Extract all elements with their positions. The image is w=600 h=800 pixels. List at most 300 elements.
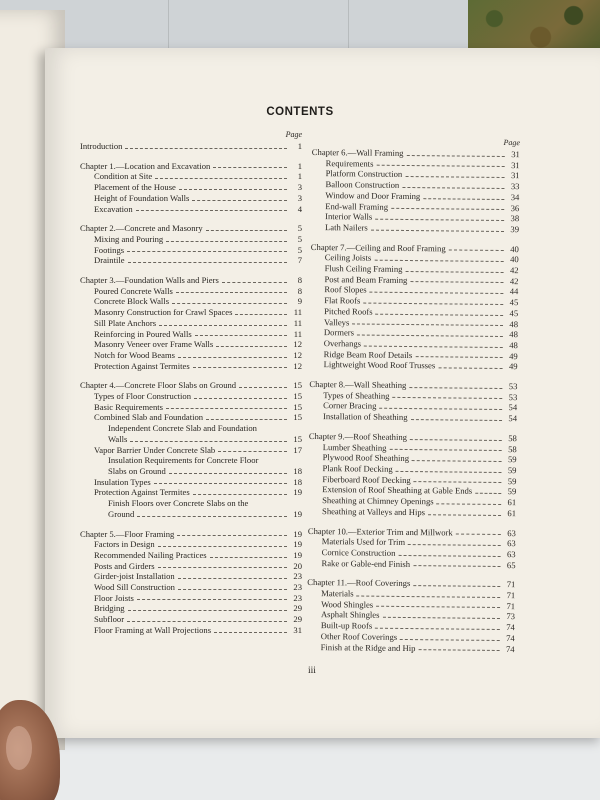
toc-entry-row (80, 539, 302, 550)
toc-entry-title: Finish at the Ridge and Hip (320, 641, 416, 653)
toc-entry-title: Poured Concrete Walls (94, 285, 173, 296)
toc-page-number: 19 (293, 549, 302, 560)
toc-entry-title: Excavation (94, 203, 133, 214)
dot-leader (406, 155, 504, 157)
dot-leader (128, 610, 287, 611)
toc-entry-row (80, 603, 302, 614)
page-column-header: Page (503, 138, 520, 148)
toc-page-number: 5 (297, 223, 302, 234)
toc-entry-row (80, 434, 302, 445)
toc-entry-title: Plank Roof Decking (322, 463, 393, 474)
toc-entry-title: Chapter 1.—Location and Excavation (80, 160, 211, 171)
dot-leader (192, 200, 287, 201)
dot-leader (379, 408, 502, 410)
toc-entry-title: Insulation Types (94, 476, 151, 487)
dot-leader (389, 449, 501, 451)
toc-chapter-row (80, 161, 302, 172)
toc-page-number: 8 (297, 285, 302, 296)
toc-entry-title: Recommended Nailing Practices (94, 549, 207, 560)
toc-page-number: 12 (293, 339, 302, 350)
toc-page-number: 5 (297, 244, 302, 255)
toc-page-number: 48 (509, 340, 518, 351)
toc-entry-title: Chapter 8.—Wall Sheathing (309, 379, 407, 391)
toc-entry-title: Roof Slopes (324, 284, 367, 296)
dot-leader (449, 250, 504, 252)
dot-leader (415, 356, 502, 358)
page-number: iii (308, 666, 316, 676)
toc-entry-title: Plywood Roof Sheathing (322, 452, 410, 464)
toc-entry-title: Height of Foundation Walls (94, 192, 190, 203)
toc-entry-title: Floor Joists (94, 592, 134, 603)
toc-page-number: 58 (508, 443, 517, 454)
toc-entry-row (80, 412, 302, 423)
toc-entry-title: Lumber Sheathing (322, 441, 387, 453)
toc-page-number: 19 (293, 539, 302, 550)
dot-leader (218, 451, 287, 452)
toc-page-number: 42 (509, 275, 519, 286)
toc-entry-row (80, 550, 302, 561)
dot-leader (222, 282, 287, 283)
toc-entry-row (80, 286, 302, 297)
toc-entry-title: Masonry Veneer over Frame Walls (94, 339, 214, 350)
toc-page-number: 53 (508, 381, 518, 392)
dot-leader (376, 313, 504, 315)
dot-leader (382, 617, 500, 619)
toc-entry-row (80, 582, 302, 593)
toc-page-number: 19 (293, 487, 302, 498)
toc-page-number: 15 (293, 391, 302, 402)
toc-page-number: 31 (293, 624, 302, 635)
toc-entry-title: Post and Beam Framing (324, 273, 408, 285)
toc-entry-title: Concrete Block Walls (94, 296, 170, 307)
dot-leader (392, 397, 502, 399)
dot-leader (410, 281, 503, 283)
dot-leader (178, 357, 287, 358)
dot-leader (125, 148, 287, 149)
toc-page-number: 36 (510, 202, 520, 213)
toc-entry-title: Pitched Roofs (324, 305, 373, 317)
toc-entry-title: Basic Requirements (94, 401, 163, 412)
toc-entry-row (80, 296, 302, 307)
toc-entry-title: Chapter 10.—Exterior Trim and Millwork (307, 525, 453, 537)
toc-entry-title: Rake or Gable-end Finish (321, 557, 411, 569)
toc-entry-title: Masonry Construction for Crawl Spaces (94, 307, 233, 318)
toc-page-number: 49 (509, 350, 518, 361)
toc-entry-title: Girder-joist Installation (94, 571, 175, 582)
toc-entry-row (80, 402, 302, 413)
toc-entry-row (307, 642, 515, 655)
toc-entry-title: Wood Sill Construction (94, 582, 175, 593)
toc-entry-title: Slabs on Ground (108, 465, 166, 476)
dot-leader (412, 460, 502, 462)
toc-entry-title: Chapter 7.—Ceiling and Roof Framing (310, 241, 446, 254)
toc-page-number: 9 (297, 296, 302, 307)
dot-leader (375, 219, 504, 221)
toc-entry-title: Cornice Construction (321, 547, 396, 558)
toc-page-number: 59 (507, 465, 517, 476)
toc-page-number: 61 (507, 497, 517, 508)
section-gap (80, 152, 302, 161)
toc-page-number: 19 (293, 528, 302, 539)
toc-page-number: 42 (509, 265, 519, 276)
toc-page-number: 1 (297, 171, 302, 182)
toc-chapter-row (80, 223, 302, 234)
toc-entry-row (80, 509, 302, 520)
toc-page-number: 31 (511, 149, 520, 160)
toc-page-number: 49 (508, 361, 518, 372)
toc-entry-row (80, 245, 302, 256)
toc-entry-text-continued: Finish Floors over Concrete Slabs on the (108, 498, 249, 509)
toc-entry-text-continued: Independent Concrete Slab and Foundation (108, 423, 257, 434)
toc-page-number: 1 (297, 160, 302, 171)
toc-page-number: 71 (506, 579, 516, 590)
toc-page-number: 40 (510, 243, 519, 254)
dot-leader (363, 302, 503, 304)
toc-page-number: 8 (297, 275, 302, 286)
dot-leader (193, 494, 287, 495)
page-column-header: Page (285, 130, 302, 139)
dot-leader (166, 408, 287, 409)
dot-leader (396, 471, 502, 473)
toc-chapter-row (80, 141, 302, 152)
toc-page-number: 38 (510, 213, 520, 224)
dot-leader (408, 544, 501, 546)
toc-entry-title: Protection Against Termites (94, 360, 190, 371)
toc-page-number: 39 (510, 224, 520, 235)
toc-entry-title: Lath Nailers (324, 222, 368, 233)
dot-leader (206, 419, 287, 420)
dot-leader (423, 198, 504, 200)
toc-chapter-row (80, 380, 302, 391)
toc-page-number: 59 (507, 475, 517, 486)
toc-page-number: 53 (508, 391, 518, 402)
toc-entry-title: Window and Door Framing (325, 189, 421, 201)
dot-leader (158, 546, 287, 547)
dot-leader (214, 632, 287, 633)
dot-leader (413, 565, 500, 567)
dot-leader (357, 334, 503, 337)
toc-page-number: 29 (293, 614, 302, 625)
toc-page-number: 18 (293, 465, 302, 476)
toc-page-number: 61 (507, 507, 517, 518)
toc-page-number: 31 (510, 170, 520, 181)
dot-leader (194, 398, 287, 399)
toc-entry-title: Types of Floor Construction (94, 391, 192, 402)
toc-page-number: 11 (293, 307, 302, 318)
section-gap (80, 266, 302, 275)
toc-entry-title: Footings (94, 244, 125, 255)
toc-entry-title: Flush Ceiling Framing (324, 263, 403, 274)
toc-page-number: 23 (293, 571, 302, 582)
toc-entry-title: Protection Against Termites (94, 487, 190, 498)
toc-entry-row (310, 359, 518, 372)
toc-entry-title: Placement of the House (94, 182, 176, 193)
toc-entry-row (80, 593, 302, 604)
dot-leader (159, 325, 287, 326)
toc-page-number: 20 (293, 560, 302, 571)
dot-leader (398, 555, 500, 557)
toc-page-number: 45 (509, 307, 519, 319)
toc-entry-title: Chapter 2.—Concrete and Masonry (80, 223, 203, 234)
toc-page-number: 29 (293, 603, 302, 614)
toc-page-number: 73 (506, 611, 516, 622)
toc-entry-row (80, 391, 302, 402)
dot-leader (413, 585, 500, 587)
toc-entry-title: Built-up Roofs (320, 620, 373, 631)
toc-entry-title: Condition at Site (94, 171, 153, 182)
dot-leader (438, 367, 502, 369)
toc-page-number: 65 (506, 559, 516, 570)
toc-page-number: 63 (506, 548, 516, 560)
dot-leader (206, 230, 287, 231)
dot-leader (374, 260, 503, 262)
dot-leader (127, 251, 287, 252)
toc-entry-row (80, 307, 302, 318)
toc-entry-title: Ground (108, 508, 135, 519)
toc-entry-title: Sill Plate Anchors (94, 317, 157, 328)
toc-entry-title: Balloon Construction (325, 179, 400, 191)
dot-leader (352, 324, 503, 327)
toc-entry-title: Ridge Beam Roof Details (323, 348, 413, 360)
toc-page-number: 1 (297, 141, 302, 151)
toc-page-number: 74 (506, 622, 515, 633)
toc-entry-row (308, 506, 516, 519)
toc-page-number: 15 (293, 412, 302, 423)
dot-leader (414, 481, 502, 483)
toc-page-number: 40 (510, 254, 519, 265)
toc-entry-title: Bridging (94, 603, 125, 614)
toc-page-number: 45 (509, 297, 519, 308)
toc-right-column (307, 136, 520, 654)
toc-page-number: 59 (507, 454, 517, 465)
toc-entry-row (80, 466, 302, 477)
dot-leader (195, 335, 287, 336)
toc-entry-row (80, 477, 302, 488)
toc-page-number: 48 (509, 329, 518, 340)
toc-entry-title: Materials (321, 588, 354, 599)
toc-page-number: 18 (293, 476, 302, 487)
dot-leader (172, 303, 287, 304)
toc-page-number: 58 (508, 432, 517, 444)
toc-entry-title: Interior Walls (325, 211, 373, 222)
section-gap (80, 371, 302, 380)
dot-leader (239, 387, 287, 388)
toc-entry-row (80, 329, 302, 340)
toc-entry-title: Dormers (323, 327, 355, 338)
toc-chapter-row (80, 529, 302, 540)
toc-entry-title: Chapter 3.—Foundation Walls and Piers (80, 275, 219, 286)
toc-entry-title: Overhangs (323, 338, 362, 349)
toc-entry-row (80, 204, 302, 215)
toc-entry-title: Notch for Wood Beams (94, 349, 176, 360)
dot-leader (128, 262, 287, 263)
dot-leader (410, 439, 502, 441)
dot-leader (137, 516, 287, 517)
toc-page-number: 23 (293, 592, 302, 603)
dot-leader (376, 606, 500, 608)
toc-page-number: 33 (510, 181, 520, 192)
toc-left-column (80, 130, 302, 636)
toc-page-number: 3 (297, 182, 302, 193)
toc-entry-row (80, 625, 302, 636)
toc-entry-title: Subfloor (94, 614, 125, 625)
toc-page-number: 63 (507, 527, 516, 538)
dot-leader (428, 514, 501, 516)
toc-chapter-row (80, 275, 302, 286)
toc-entry-title: Other Roof Coverings (320, 630, 398, 642)
page-title: CONTENTS (266, 106, 334, 118)
toc-page-number: 15 (293, 433, 302, 444)
toc-entry-row (80, 255, 302, 266)
toc-entry-title: Chapter 11.—Roof Coverings (307, 577, 411, 589)
toc-entry-title: Vapor Barrier Under Concrete Slab (94, 444, 216, 455)
dot-leader (400, 638, 500, 640)
toc-page-number: 54 (508, 402, 518, 413)
toc-entry-title: Extension of Roof Sheathing at Gable Ends (322, 484, 473, 497)
dot-leader (179, 189, 287, 190)
toc-entry-row (80, 182, 302, 193)
dot-leader (437, 503, 502, 505)
toc-page-number: 3 (297, 192, 302, 203)
toc-page-number: 74 (506, 632, 515, 643)
dot-leader (402, 187, 504, 189)
toc-entry-title: Corner Bracing (323, 400, 377, 412)
dot-leader (357, 595, 501, 598)
toc-entry-title: Materials Used for Trim (321, 536, 406, 548)
dot-leader (475, 493, 501, 494)
toc-entry-text-continued: Insulation Requirements for Concrete Floor (108, 455, 259, 466)
toc-entry-row (80, 171, 302, 182)
dot-leader (176, 292, 287, 293)
dot-leader (235, 314, 287, 315)
toc-entry-title: Flat Roofs (324, 295, 361, 306)
dot-leader (371, 229, 504, 231)
toc-entry-title: Factors in Design (94, 539, 155, 550)
toc-entry-row (80, 361, 302, 372)
toc-page-number: 23 (293, 582, 302, 593)
dot-leader (405, 176, 504, 178)
dot-leader (178, 589, 287, 590)
toc-entry-title: Installation of Sheathing (323, 411, 408, 423)
toc-page-number: 48 (509, 318, 519, 329)
dot-leader (136, 210, 287, 211)
toc-page-number: 59 (507, 486, 517, 497)
toc-entry-row (80, 193, 302, 204)
section-gap (80, 214, 302, 223)
toc-page-number: 44 (509, 286, 519, 297)
toc-entry-row (80, 350, 302, 361)
dot-leader (193, 367, 287, 368)
toc-entry-title: Sheathing at Valleys and Hips (322, 505, 426, 518)
thumbnail-nail (6, 726, 32, 770)
toc-entry-title: Walls (108, 433, 128, 444)
dot-leader (216, 346, 287, 347)
toc-entry-title: Wood Shingles (321, 598, 374, 610)
toc-page-number: 31 (511, 159, 520, 170)
toc-entry-title: Lightweight Wood Roof Trusses (323, 359, 436, 371)
toc-entry-title: Chapter 4.—Concrete Floor Slabs on Ground (80, 380, 237, 391)
toc-entry-title: Draintile (94, 255, 125, 266)
dot-leader (169, 473, 287, 474)
toc-entry-row (80, 339, 302, 350)
toc-page-number: 63 (507, 538, 516, 549)
dot-leader (210, 557, 287, 558)
toc-entry-row (80, 234, 302, 245)
toc-entry-title: Chapter 9.—Roof Sheathing (308, 430, 408, 442)
toc-page-number: 4 (297, 203, 302, 214)
toc-entry-title: Reinforcing in Poured Walls (94, 328, 192, 339)
toc-entry-row (80, 571, 302, 582)
dot-leader (370, 292, 504, 294)
dot-leader (154, 483, 287, 484)
toc-entry-title: End-wall Framing (325, 200, 389, 212)
section-gap (80, 520, 302, 529)
dot-leader (158, 567, 287, 568)
toc-page-number: 19 (293, 508, 302, 519)
toc-entry-title: Introduction (80, 141, 123, 151)
toc-page-number: 12 (293, 349, 302, 360)
toc-page-number: 71 (506, 600, 516, 611)
toc-entry-title: Fiberboard Roof Decking (322, 473, 411, 485)
toc-entry-row (80, 487, 302, 498)
dot-leader (418, 649, 499, 651)
dot-leader (178, 578, 287, 579)
toc-entry-title: Posts and Girders (94, 560, 155, 571)
toc-entry-title: Valleys (324, 316, 350, 327)
toc-page-number: 17 (293, 444, 302, 455)
toc-page-number: 54 (508, 413, 518, 424)
toc-page-number: 12 (293, 360, 302, 371)
dot-leader (405, 271, 503, 273)
dot-leader (137, 599, 287, 600)
toc-entry-title: Platform Construction (325, 168, 403, 180)
toc-entry-title: Asphalt Shingles (320, 609, 380, 621)
dot-leader (177, 535, 287, 536)
toc-entry-title: Ceiling Joists (324, 252, 372, 263)
toc-entry-title: Mixing and Pouring (94, 233, 164, 244)
toc-entry-title: Combined Slab and Foundation (94, 412, 204, 423)
toc-entry-title: Floor Framing at Wall Projections (94, 624, 212, 635)
dot-leader (375, 628, 500, 630)
dot-leader (409, 387, 502, 389)
toc-page-number: 11 (293, 328, 302, 339)
dot-leader (213, 167, 287, 168)
toc-entry-title: Types of Sheathing (323, 389, 390, 401)
toc-page-number: 34 (510, 191, 520, 202)
toc-entry-title: Chapter 5.—Floor Framing (80, 528, 175, 539)
toc-entry-title: Sheathing at Chimney Openings (322, 495, 434, 507)
toc-page-number: 11 (293, 317, 302, 328)
dot-leader (411, 419, 503, 421)
toc-entry-row (80, 561, 302, 572)
dot-leader (376, 165, 504, 167)
dot-leader (166, 241, 287, 242)
toc-entry-row (80, 445, 302, 456)
dot-leader (456, 534, 501, 535)
toc-page-number: 74 (505, 643, 515, 654)
toc-entry-title: Requirements (325, 157, 374, 169)
toc-page-number: 7 (297, 255, 302, 266)
dot-leader (391, 208, 504, 210)
dot-leader (364, 345, 503, 347)
dot-leader (155, 178, 287, 179)
toc-page-number: 5 (297, 233, 302, 244)
dot-leader (127, 621, 287, 622)
dot-leader (130, 441, 287, 442)
toc-entry-title: Chapter 6.—Wall Framing (311, 146, 404, 158)
toc-page-number: 71 (506, 590, 516, 601)
toc-entry-row (80, 318, 302, 329)
